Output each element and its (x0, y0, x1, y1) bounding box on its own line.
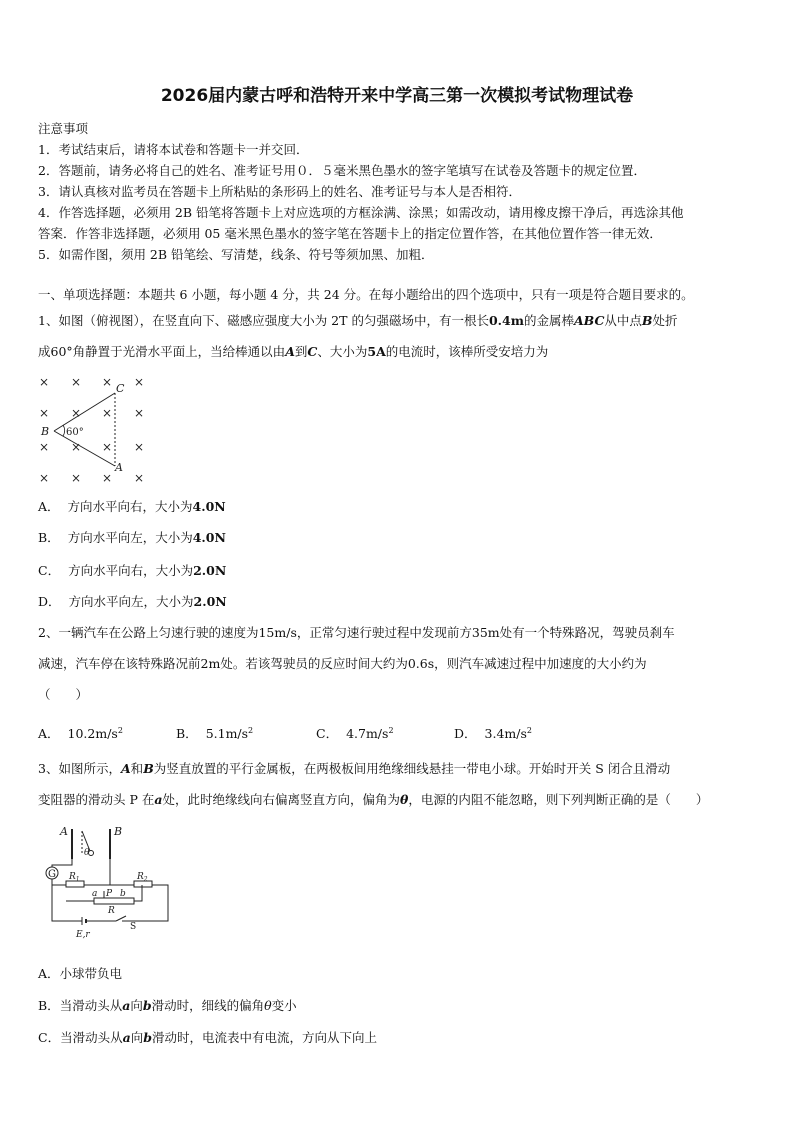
cross-mark: × (101, 440, 113, 454)
notice-item: 5．如需作图，须用 2B 铅笔绘、写清楚，线条、符号等须加黑、加粗． (38, 247, 434, 262)
cross-mark: × (38, 440, 50, 454)
galvanometer-label: G (48, 869, 56, 880)
switch-label: S (130, 922, 137, 932)
q1-option-a[interactable]: A． 方向水平向右，大小为4.0N (38, 499, 226, 514)
battery-label: E,r (76, 930, 90, 940)
q3-option-b[interactable]: B．当滑动头从a向b滑动时，细线的偏角θ变小 (38, 998, 297, 1013)
question-2-line-2: 减速，汽车停在该特殊路况前2m处。若该驾驶员的反应时间大约为0.6s，则汽车减速过程中加速度的大小约为 (38, 656, 647, 671)
point-b-label: B (41, 425, 50, 438)
q1-option-d[interactable]: D． 方向水平向左，大小为2.0N (38, 594, 227, 609)
circuit-figure (38, 825, 178, 941)
point-a-label: A (115, 461, 123, 474)
section-heading: 一、单项选择题：本题共 6 小题，每小题 4 分，共 24 分。在每小题给出的四个选项中，只有一项是符合题目要求的。 (38, 287, 694, 302)
cross-mark: × (70, 471, 82, 485)
q3-option-a[interactable]: A．小球带负电 (38, 966, 123, 981)
q2-option-d[interactable]: D． $3.4m/s^2$ (454, 726, 532, 742)
point-c-label: C (116, 382, 125, 395)
notice-item: 4．作答选择题，必须用 2B 铅笔将答题卡上对应选项的方框涂满、涂黑；如需改动，请用橡皮擦干净后，再选涂其他 (38, 205, 684, 220)
q1-option-b[interactable]: B． 方向水平向左，大小为4.0N (38, 530, 226, 545)
switch-s (116, 916, 126, 921)
cross-mark: × (38, 471, 50, 485)
rheostat-b-label: b (120, 889, 126, 899)
cross-mark: × (38, 375, 50, 389)
answer-paren: （ ） (38, 687, 89, 702)
question-3-line-1: 3、如图所示，A和B为竖直放置的平行金属板，在两极板间用绝缘细线悬挂一带电小球。开始时开关 S 闭合且滑动 (38, 761, 671, 776)
cross-mark: × (101, 375, 113, 389)
cross-mark: × (70, 375, 82, 389)
cross-mark: × (38, 406, 50, 420)
r2-label: $R_2$ (137, 872, 148, 883)
r1-label: $R_1$ (69, 872, 80, 883)
magnetic-field-figure (30, 370, 160, 488)
question-1-line-2: 成60°角静置于光滑水平面上，当给棒通以由A到C、大小为5A的电流时，该棒所受安培力为 (38, 344, 549, 359)
theta-label: θ (84, 848, 90, 858)
notice-item: 2．答题前，请务必将自己的姓名、准考证号用０．５毫米黑色墨水的签字笔填写在试卷及答题卡的规定位置． (38, 163, 646, 178)
angle-label: 60° (66, 427, 84, 438)
cross-mark: × (133, 375, 145, 389)
notice-item: 答案．作答非选择题，必须用 05 毫米黑色墨水的签字笔在答题卡上的指定位置作答，在其他位置作答一律无效． (38, 226, 662, 241)
notice-item: 3．请认真核对监考员在答题卡上所粘贴的条形码上的姓名、准考证号与本人是否相符． (38, 184, 521, 199)
cross-mark: × (133, 406, 145, 420)
q2-option-c[interactable]: C． $4.7m/s^2$ (316, 726, 394, 742)
question-2-line-1: 2、一辆汽车在公路上匀速行驶的速度为15m/s，正常匀速行驶过程中发现前方35m处有一个特殊路况，驾驶员刹车 (38, 625, 675, 640)
q3-option-c[interactable]: C．当滑动头从a向b滑动时，电流表中有电流，方向从下向上 (38, 1030, 377, 1045)
cross-mark: × (101, 406, 113, 420)
question-3-line-2: 变阻器的滑动头 P 在a处，此时绝缘线向右偏离竖直方向，偏角为θ，电源的内阻不能忽略，则下列判断正确的是（ ） (38, 792, 709, 807)
notice-item: 1．考试结束后，请将本试卷和答题卡一并交回． (38, 142, 309, 157)
cross-mark: × (133, 440, 145, 454)
rheostat-r-label: R (108, 906, 115, 916)
q1-option-c[interactable]: C． 方向水平向右，大小为2.0N (38, 563, 227, 578)
page-title: 2026届内蒙古呼和浩特开来中学高三第一次模拟考试物理试卷 (160, 86, 634, 106)
plate-a-label: A (60, 825, 68, 838)
slider-p-label: P (106, 889, 113, 899)
rheostat (94, 898, 134, 904)
cross-mark: × (70, 440, 82, 454)
rheostat-a-label: a (92, 889, 98, 899)
cross-mark: × (101, 471, 113, 485)
plate-b-label: B (114, 825, 123, 838)
question-1-line-1: 1、如图（俯视图），在竖直向下、磁感应强度大小为 2T 的匀强磁场中，有一根长0.4m的金属棒ABC从中点B处折 (38, 313, 678, 328)
wire (52, 885, 82, 921)
q2-option-a[interactable]: A． $10.2m/s^2$ (38, 726, 123, 742)
cross-mark: × (133, 471, 145, 485)
angle-arc (63, 425, 65, 436)
q2-option-b[interactable]: B． $5.1m/s^2$ (176, 726, 254, 742)
notice-heading: 注意事项 (38, 121, 89, 136)
cross-mark: × (70, 406, 82, 420)
